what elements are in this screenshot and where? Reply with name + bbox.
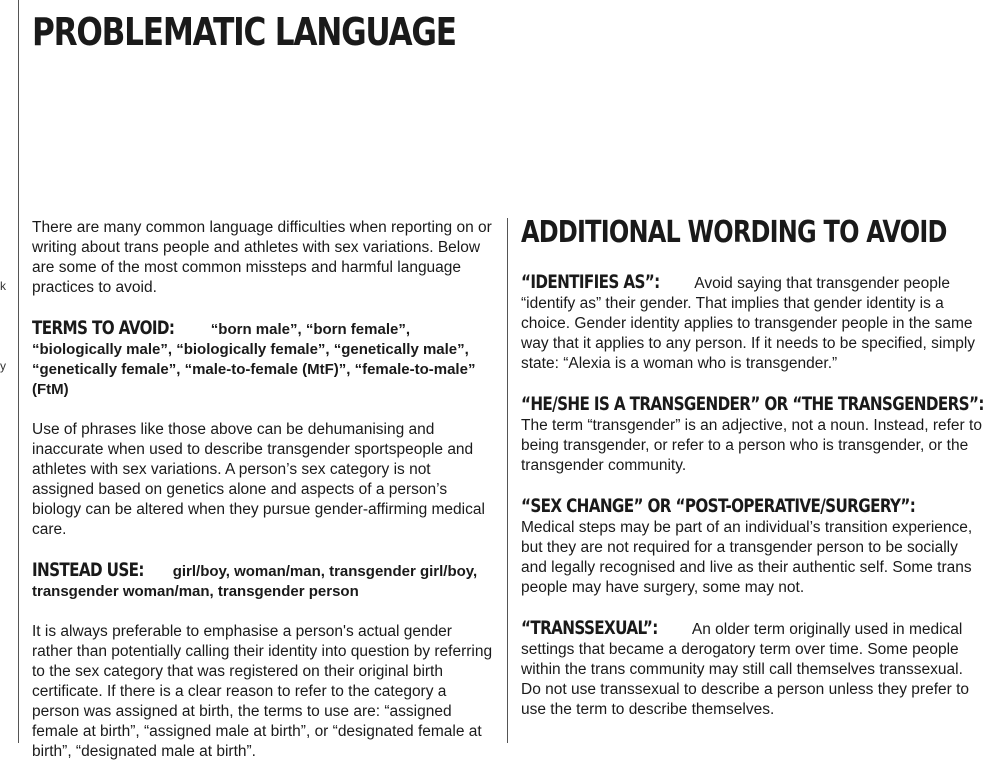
wording-entry	[521, 394, 983, 476]
terms-to-avoid-heading: TERMS TO AVOID:	[32, 317, 175, 339]
terms-to-avoid-block	[32, 318, 494, 400]
instead-use-heading: INSTEAD USE:	[32, 559, 144, 581]
page-title: PROBLEMATIC LANGUAGE	[32, 10, 456, 54]
cropped-edge-letter: k	[0, 279, 6, 293]
preferable-paragraph: It is always preferable to emphasise a person's actual gender rather than potentially calling their identity into question by referring to the sex category that was registered on their original birth certificate. If there is a clear reason to refer to the category a person was assigned at birth, the terms to use are: “assigned female at birth”, “assigned male at birth”, or “designated female at birth”, “designated male at birth”.	[32, 623, 493, 760]
additional-wording-heading: ADDITIONAL WORDING TO AVOID	[521, 215, 947, 250]
instead-use-list: girl/boy, woman/man, transgender girl/boy, transgender woman/man, transgender person	[32, 563, 478, 600]
wording-explanation: The term “transgender” is an adjective, not a noun. Instead, refer to being transgender, or refer to a person who is transgender, or the transgender community.	[521, 417, 982, 474]
wording-term: “TRANSSEXUAL”:	[521, 617, 658, 639]
wording-term: “IDENTIFIES AS”:	[521, 271, 660, 293]
wording-explanation: An older term originally used in medical settings that became a derogatory term over time. Some people within the trans community may still call themselves transsexual. Do not use transsexual to describe a person unless they prefer to use the term to describe themselves.	[521, 621, 970, 718]
instead-use-block	[32, 560, 494, 602]
wording-term: “HE/SHE IS A TRANSGENDER” OR “THE TRANSGENDERS”:	[521, 393, 984, 415]
left-margin-rule	[18, 0, 19, 743]
dehumanising-paragraph: Use of phrases like those above can be dehumanising and inaccurate when used to describe transgender sportspeople and athletes with sex variations. A person’s sex category is not assigned based on genetics alone and aspects of a person’s biology can be altered when they pursue gender-affirming medical care.	[32, 421, 485, 538]
left-column	[32, 218, 494, 782]
cropped-edge-letter: y	[0, 359, 6, 373]
intro-paragraph: There are many common language difficulties when reporting on or writing about trans people and athletes with sex variations. Below are some of the most common missteps and harmful language practices to avoid.	[32, 219, 492, 296]
right-column	[521, 215, 984, 740]
wording-entry	[521, 618, 983, 720]
wording-entry	[521, 272, 983, 374]
column-divider	[507, 218, 508, 743]
wording-entry	[521, 496, 983, 598]
terms-to-avoid-list: “born male”, “born female”, “biologically male”, “biologically female”, “genetically male”, “genetically female”, “male-to-female (MtF)”, “female-to-male” (FtM)	[32, 321, 476, 398]
wording-explanation: Avoid saying that transgender people “identify as” their gender. That implies that gender identity is a choice. Gender identity applies to transgender people in the same way that it applies to any person. If it needs to be specified, simply state: “Alexia is a woman who is transgender.”	[521, 275, 976, 372]
wording-term: “SEX CHANGE” OR “POST-OPERATIVE/SURGERY”:	[521, 495, 916, 517]
wording-explanation: Medical steps may be part of an individual’s transition experience, but they are not required for a transgender person to be socially and legally recognised and live as their authentic self. Some trans people may have surgery, some may not.	[521, 519, 973, 596]
